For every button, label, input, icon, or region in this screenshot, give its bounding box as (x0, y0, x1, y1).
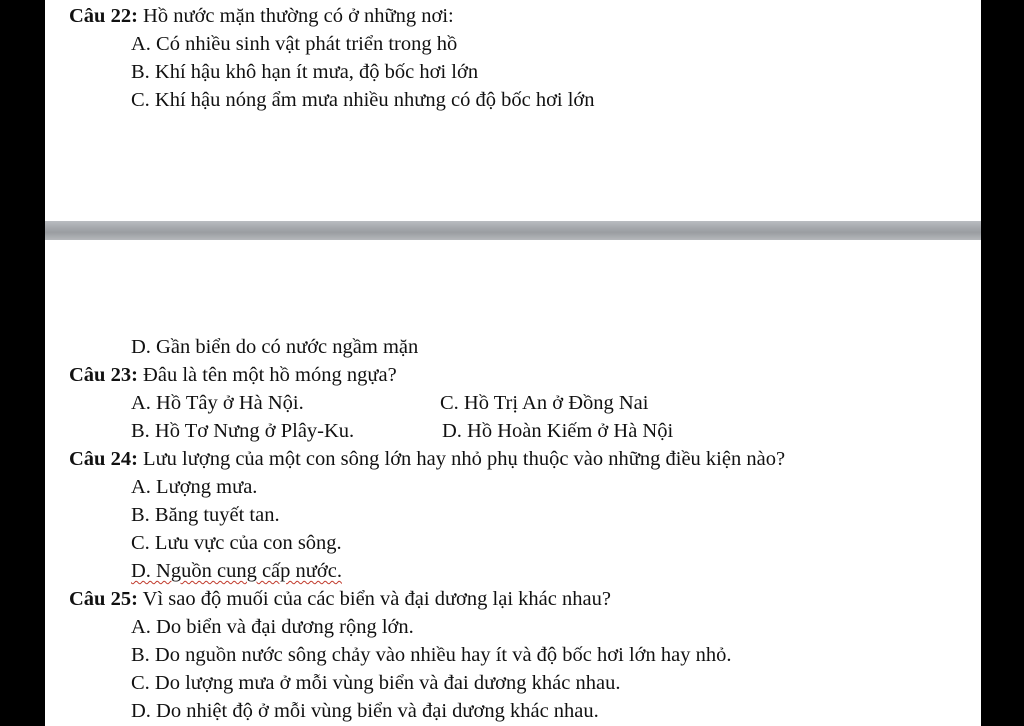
q23-option-c: C. Hồ Trị An ở Đồng Nai (440, 392, 649, 414)
question-22 (69, 4, 454, 28)
q22-option-c: C. Khí hậu nóng ẩm mưa nhiều nhưng có độ bốc hơi lớn (131, 89, 595, 111)
q25-option-b: B. Do nguồn nước sông chảy vào nhiều hay ít và độ bốc hơi lớn hay nhỏ. (131, 644, 732, 666)
q23-option-b: B. Hồ Tơ Nưng ở Plây-Ku. (131, 420, 355, 442)
question-22-label: Câu 22: (69, 5, 138, 27)
q25-option-c: C. Do lượng mưa ở mỗi vùng biển và đai dương khác nhau. (131, 672, 621, 694)
q22-option-b: B. Khí hậu khô hạn ít mưa, độ bốc hơi lớn (131, 61, 479, 83)
q24-option-d: D. Nguồn cung cấp nước. (131, 560, 342, 582)
q23-option-d: D. Hồ Hoàn Kiếm ở Hà Nội (442, 420, 674, 442)
question-24 (69, 447, 785, 471)
question-23-text: Đâu là tên một hồ móng ngựa? (137, 364, 397, 386)
question-23 (69, 363, 397, 387)
page-break-gap (45, 221, 981, 240)
question-24-label: Câu 24: (69, 448, 138, 470)
q22-option-d: D. Gần biển do có nước ngầm mặn (131, 336, 419, 358)
question-25 (69, 587, 611, 611)
q22-option-a: A. Có nhiều sinh vật phát triển trong hồ (131, 33, 458, 55)
q23-option-a: A. Hồ Tây ở Hà Nội. (131, 392, 304, 414)
question-22-text: Hồ nước mặn thường có ở những nơi: (137, 5, 454, 27)
q25-option-a: A. Do biển và đại dương rộng lớn. (131, 616, 414, 638)
q24-option-c: C. Lưu vực của con sông. (131, 532, 342, 554)
q24-option-a: A. Lượng mưa. (131, 476, 258, 498)
question-25-label: Câu 25: (69, 588, 138, 610)
question-23-label: Câu 23: (69, 364, 138, 386)
question-24-text: Lưu lượng của một con sông lớn hay nhỏ phụ thuộc vào những điều kiện nào? (137, 448, 786, 470)
q25-option-d: D. Do nhiệt độ ở mỗi vùng biển và đại dương khác nhau. (131, 700, 599, 722)
question-25-text: Vì sao độ muối của các biển và đại dương lại khác nhau? (137, 588, 611, 610)
q24-option-b: B. Băng tuyết tan. (131, 504, 280, 526)
